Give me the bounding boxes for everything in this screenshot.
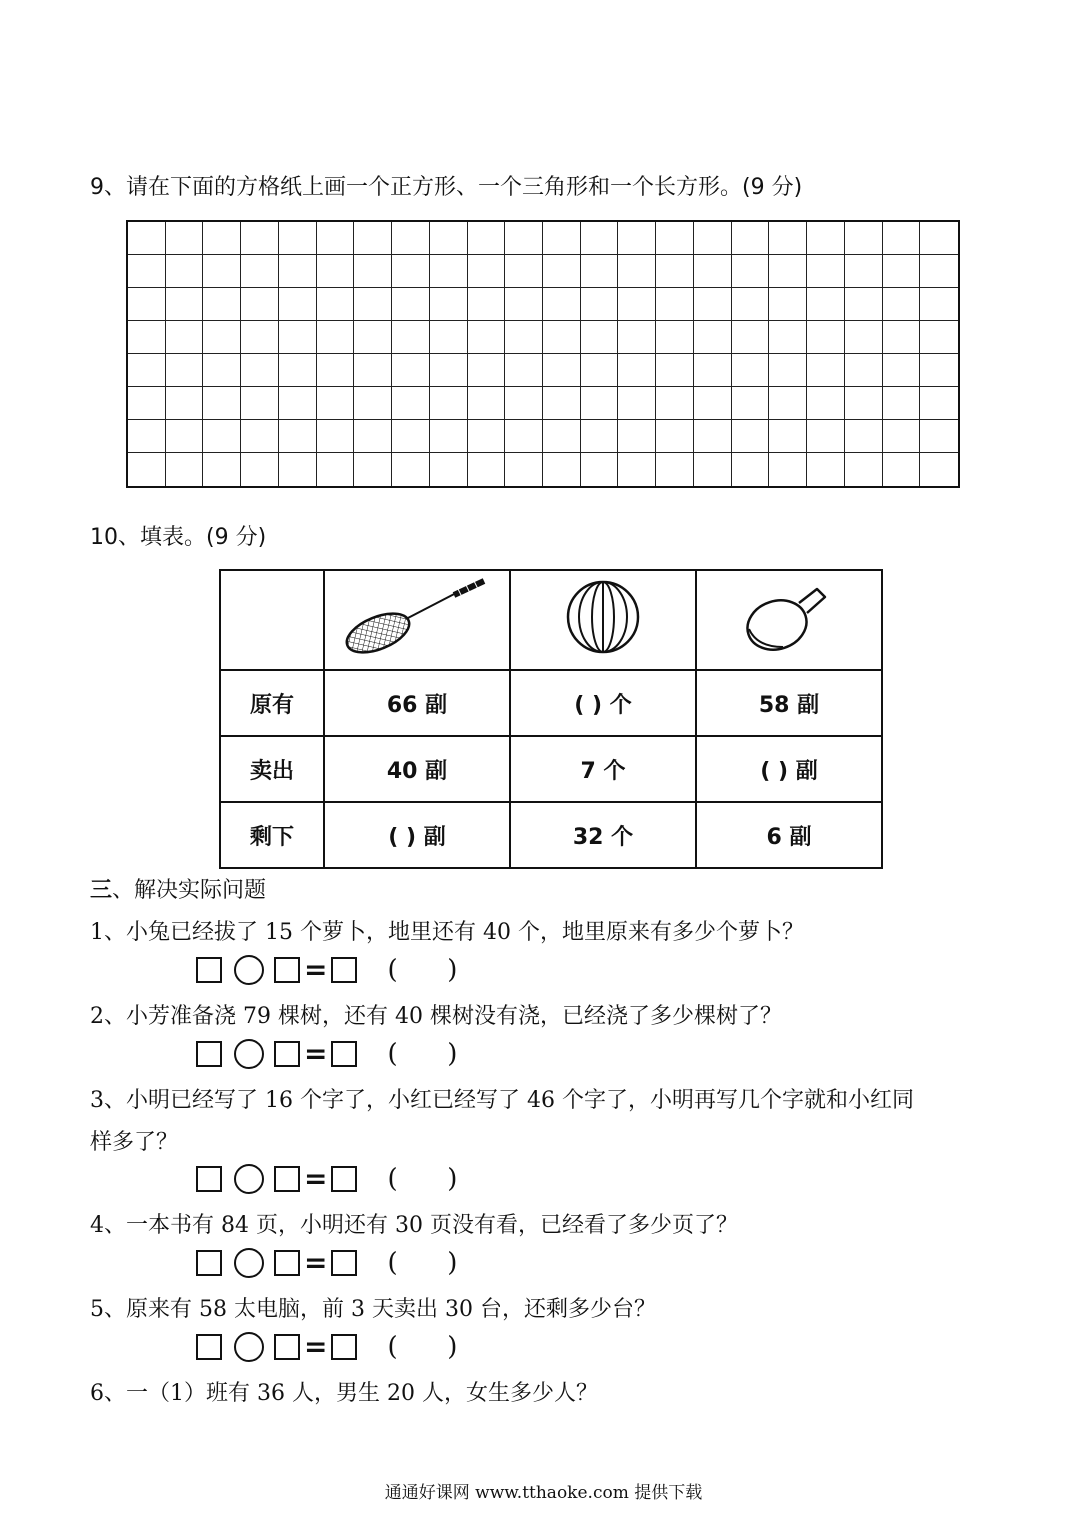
grid-cell[interactable]	[468, 255, 506, 288]
row-label-original: 原有	[220, 670, 324, 736]
grid-cell[interactable]	[166, 321, 204, 354]
ball-icon	[563, 577, 643, 657]
unit-blank[interactable]: ( )	[387, 1039, 458, 1069]
grid-cell[interactable]	[468, 222, 506, 255]
cell-remaining-paddle: 6 副	[696, 802, 882, 868]
grid-cell[interactable]	[128, 255, 166, 288]
grid-cell[interactable]	[279, 420, 317, 453]
grid-cell[interactable]	[656, 255, 694, 288]
grid-cell[interactable]	[166, 420, 204, 453]
grid-cell[interactable]	[543, 420, 581, 453]
grid-cell[interactable]	[883, 288, 921, 321]
grid-cell[interactable]	[203, 354, 241, 387]
problem-2-equation	[196, 1039, 457, 1069]
grid-cell[interactable]	[279, 387, 317, 420]
equals-sign: =	[304, 1162, 328, 1195]
grid-cell[interactable]	[430, 288, 468, 321]
grid-cell[interactable]	[317, 354, 355, 387]
grid-cell[interactable]	[392, 354, 430, 387]
grid-cell[interactable]	[845, 387, 883, 420]
grid-cell[interactable]	[430, 420, 468, 453]
grid-cell[interactable]	[769, 387, 807, 420]
answer-box[interactable]	[331, 1250, 357, 1276]
answer-box[interactable]	[196, 1334, 222, 1360]
cell-sold-ball: 7 个	[510, 736, 696, 802]
grid-cell[interactable]	[694, 354, 732, 387]
cell-remaining-ball: 32 个	[510, 802, 696, 868]
grid-cell[interactable]	[920, 321, 958, 354]
grid-cell[interactable]	[166, 387, 204, 420]
grid-cell[interactable]	[807, 222, 845, 255]
grid-cell[interactable]	[128, 453, 166, 486]
grid-cell[interactable]	[618, 420, 656, 453]
grid-cell[interactable]	[354, 387, 392, 420]
grid-cell[interactable]	[883, 222, 921, 255]
answer-box[interactable]	[331, 957, 357, 983]
answer-box[interactable]	[196, 1250, 222, 1276]
grid-cell[interactable]	[618, 321, 656, 354]
grid-cell[interactable]	[845, 420, 883, 453]
problem-5-text: 5、原来有 58 太电脑，前 3 天卖出 30 台，还剩多少台？	[90, 1297, 656, 1322]
answer-box[interactable]	[331, 1166, 357, 1192]
grid-cell[interactable]	[430, 453, 468, 486]
problem-3-text-line2: 样多了？	[90, 1130, 179, 1155]
grid-cell[interactable]	[581, 387, 619, 420]
grid-cell[interactable]	[317, 222, 355, 255]
problem-5-equation	[196, 1332, 457, 1362]
grid-cell[interactable]	[694, 453, 732, 486]
grid-cell[interactable]	[694, 222, 732, 255]
grid-cell[interactable]	[845, 321, 883, 354]
page-footer: 通通好课网 www.tthaoke.com 提供下载	[384, 1483, 703, 1503]
grid-cell[interactable]	[883, 453, 921, 486]
grid-cell[interactable]	[354, 288, 392, 321]
grid-cell[interactable]	[505, 354, 543, 387]
grid-cell[interactable]	[845, 222, 883, 255]
grid-cell[interactable]	[543, 255, 581, 288]
badminton-racket-icon	[342, 577, 492, 657]
grid-cell[interactable]	[354, 255, 392, 288]
grid-cell[interactable]	[807, 453, 845, 486]
grid-cell[interactable]	[732, 420, 770, 453]
grid-cell[interactable]	[241, 387, 279, 420]
fill-in-table	[219, 569, 883, 869]
grid-cell[interactable]	[845, 453, 883, 486]
problem-1-text: 1、小兔已经拔了 15 个萝卜，地里还有 40 个，地里原来有多少个萝卜？	[90, 920, 804, 945]
grid-cell[interactable]	[883, 420, 921, 453]
grid-cell[interactable]	[920, 354, 958, 387]
answer-box[interactable]	[274, 1166, 300, 1192]
grid-cell[interactable]	[543, 387, 581, 420]
grid-cell[interactable]	[807, 354, 845, 387]
grid-cell[interactable]	[807, 420, 845, 453]
grid-cell[interactable]	[128, 222, 166, 255]
square-grid-paper[interactable]	[126, 220, 960, 488]
grid-cell[interactable]	[920, 453, 958, 486]
problem-4-text: 4、一本书有 84 页，小明还有 30 页没有看，已经看了多少页了？	[90, 1213, 738, 1238]
grid-cell[interactable]	[279, 354, 317, 387]
grid-cell[interactable]	[732, 255, 770, 288]
grid-cell[interactable]	[694, 288, 732, 321]
answer-box[interactable]	[274, 1250, 300, 1276]
problem-6-text: 6、一（1）班有 36 人，男生 20 人，女生多少人？	[90, 1381, 598, 1406]
grid-cell[interactable]	[203, 420, 241, 453]
grid-cell[interactable]	[543, 453, 581, 486]
question-9-title: 9、请在下面的方格纸上画一个正方形、一个三角形和一个长方形。(9 分)	[90, 175, 803, 200]
grid-cell[interactable]	[317, 321, 355, 354]
grid-cell[interactable]	[732, 387, 770, 420]
grid-cell[interactable]	[430, 354, 468, 387]
grid-cell[interactable]	[505, 255, 543, 288]
grid-cell[interactable]	[241, 354, 279, 387]
cell-original-racket: 66 副	[324, 670, 510, 736]
grid-cell[interactable]	[317, 453, 355, 486]
grid-cell[interactable]	[241, 222, 279, 255]
equals-sign: =	[304, 1246, 328, 1279]
grid-cell[interactable]	[241, 420, 279, 453]
grid-cell[interactable]	[581, 354, 619, 387]
answer-box[interactable]	[196, 957, 222, 983]
problem-4-equation	[196, 1248, 457, 1278]
question-10-title: 10、填表。(9 分)	[90, 525, 267, 550]
answer-box[interactable]	[274, 957, 300, 983]
grid-cell[interactable]	[769, 321, 807, 354]
problem-1-equation	[196, 955, 457, 985]
grid-cell[interactable]	[845, 354, 883, 387]
grid-cell[interactable]	[732, 354, 770, 387]
answer-box[interactable]	[274, 1334, 300, 1360]
grid-cell[interactable]	[279, 222, 317, 255]
grid-cell[interactable]	[128, 420, 166, 453]
section-3-heading: 、解决实际问题	[112, 878, 267, 903]
grid-cell[interactable]	[883, 255, 921, 288]
grid-cell[interactable]	[468, 453, 506, 486]
grid-cell[interactable]	[732, 321, 770, 354]
grid-cell[interactable]	[920, 255, 958, 288]
grid-cell[interactable]	[354, 453, 392, 486]
operator-circle[interactable]	[234, 955, 264, 985]
grid-cell[interactable]	[505, 321, 543, 354]
grid-cell[interactable]	[656, 321, 694, 354]
grid-cell[interactable]	[505, 387, 543, 420]
grid-cell[interactable]	[581, 420, 619, 453]
grid-cell[interactable]	[203, 288, 241, 321]
cell-sold-racket: 40 副	[324, 736, 510, 802]
grid-cell[interactable]	[920, 420, 958, 453]
grid-cell[interactable]	[392, 387, 430, 420]
unit-blank[interactable]: ( )	[387, 1164, 458, 1194]
grid-cell[interactable]	[618, 354, 656, 387]
grid-cell[interactable]	[279, 255, 317, 288]
grid-cell[interactable]	[694, 420, 732, 453]
grid-cell[interactable]	[618, 387, 656, 420]
grid-cell[interactable]	[581, 255, 619, 288]
answer-box[interactable]	[331, 1041, 357, 1067]
equals-sign: =	[304, 1037, 328, 1070]
operator-circle[interactable]	[234, 1164, 264, 1194]
grid-cell[interactable]	[920, 387, 958, 420]
grid-cell[interactable]	[203, 387, 241, 420]
grid-cell[interactable]	[317, 255, 355, 288]
cell-remaining-racket[interactable]: ( ) 副	[324, 802, 510, 868]
problem-3-equation	[196, 1164, 457, 1194]
grid-cell[interactable]	[468, 387, 506, 420]
grid-cell[interactable]	[543, 354, 581, 387]
grid-cell[interactable]	[354, 222, 392, 255]
grid-cell[interactable]	[166, 222, 204, 255]
grid-cell[interactable]	[543, 288, 581, 321]
section-3-number: 三	[90, 878, 113, 903]
operator-circle[interactable]	[234, 1039, 264, 1069]
grid-cell[interactable]	[543, 222, 581, 255]
grid-cell[interactable]	[920, 222, 958, 255]
grid-cell[interactable]	[581, 321, 619, 354]
grid-cell[interactable]	[543, 321, 581, 354]
grid-cell[interactable]	[656, 222, 694, 255]
table-header-empty-cell	[220, 570, 324, 670]
grid-cell[interactable]	[920, 288, 958, 321]
grid-cell[interactable]	[203, 222, 241, 255]
section-3-title	[90, 876, 266, 906]
unit-blank[interactable]: ( )	[387, 955, 458, 985]
grid-cell[interactable]	[656, 288, 694, 321]
operator-circle[interactable]	[234, 1248, 264, 1278]
grid-cell[interactable]	[505, 222, 543, 255]
answer-box[interactable]	[196, 1166, 222, 1192]
cell-sold-paddle[interactable]: ( ) 副	[696, 736, 882, 802]
cell-original-ball[interactable]: ( ) 个	[510, 670, 696, 736]
grid-cell[interactable]	[392, 420, 430, 453]
grid-cell[interactable]	[618, 255, 656, 288]
grid-cell[interactable]	[769, 222, 807, 255]
grid-cell[interactable]	[883, 321, 921, 354]
unit-blank[interactable]: ( )	[387, 1332, 458, 1362]
grid-cell[interactable]	[883, 354, 921, 387]
answer-box[interactable]	[196, 1041, 222, 1067]
grid-cell[interactable]	[430, 387, 468, 420]
grid-cell[interactable]	[241, 255, 279, 288]
unit-blank[interactable]: ( )	[387, 1248, 458, 1278]
grid-cell[interactable]	[468, 354, 506, 387]
grid-cell[interactable]	[505, 288, 543, 321]
grid-cell[interactable]	[505, 453, 543, 486]
equals-sign: =	[304, 953, 328, 986]
grid-cell[interactable]	[732, 288, 770, 321]
grid-cell[interactable]	[241, 321, 279, 354]
grid-cell[interactable]	[732, 453, 770, 486]
grid-cell[interactable]	[203, 321, 241, 354]
grid-cell[interactable]	[430, 222, 468, 255]
grid-cell[interactable]	[128, 354, 166, 387]
grid-cell[interactable]	[317, 420, 355, 453]
grid-cell[interactable]	[769, 453, 807, 486]
grid-cell[interactable]	[354, 354, 392, 387]
grid-cell[interactable]	[166, 255, 204, 288]
grid-cell[interactable]	[769, 288, 807, 321]
grid-cell[interactable]	[468, 420, 506, 453]
grid-cell[interactable]	[128, 387, 166, 420]
equals-sign: =	[304, 1330, 328, 1363]
grid-cell[interactable]	[279, 288, 317, 321]
grid-cell[interactable]	[505, 420, 543, 453]
grid-cell[interactable]	[807, 288, 845, 321]
grid-cell[interactable]	[317, 288, 355, 321]
grid-cell[interactable]	[845, 255, 883, 288]
grid-cell[interactable]	[581, 222, 619, 255]
row-label-remaining: 剩下	[220, 802, 324, 868]
grid-cell[interactable]	[468, 288, 506, 321]
grid-cell[interactable]	[392, 222, 430, 255]
grid-cell[interactable]	[769, 420, 807, 453]
grid-cell[interactable]	[807, 387, 845, 420]
grid-cell[interactable]	[656, 354, 694, 387]
problem-2-text: 2、小芳准备浇 79 棵树，还有 40 棵树没有浇，已经浇了多少棵树了？	[90, 1004, 782, 1029]
grid-cell[interactable]	[430, 255, 468, 288]
grid-cell[interactable]	[279, 321, 317, 354]
grid-cell[interactable]	[128, 321, 166, 354]
grid-cell[interactable]	[392, 321, 430, 354]
grid-cell[interactable]	[656, 420, 694, 453]
answer-box[interactable]	[274, 1041, 300, 1067]
grid-cell[interactable]	[618, 288, 656, 321]
table-header-racket	[324, 570, 510, 670]
grid-cell[interactable]	[241, 453, 279, 486]
grid-cell[interactable]	[128, 288, 166, 321]
grid-cell[interactable]	[732, 222, 770, 255]
problem-3-text: 3、小明已经写了 16 个字了，小红已经写了 46 个字了，小明再写几个字就和小红同	[90, 1088, 914, 1113]
grid-cell[interactable]	[203, 453, 241, 486]
grid-cell[interactable]	[581, 288, 619, 321]
grid-cell[interactable]	[166, 288, 204, 321]
cell-original-paddle: 58 副	[696, 670, 882, 736]
grid-cell[interactable]	[883, 387, 921, 420]
grid-cell[interactable]	[694, 387, 732, 420]
answer-box[interactable]	[331, 1334, 357, 1360]
row-label-sold: 卖出	[220, 736, 324, 802]
grid-cell[interactable]	[354, 321, 392, 354]
ping-pong-paddle-icon	[739, 577, 839, 657]
grid-cell[interactable]	[354, 420, 392, 453]
grid-cell[interactable]	[656, 453, 694, 486]
grid-cell[interactable]	[392, 453, 430, 486]
grid-cell[interactable]	[241, 288, 279, 321]
grid-cell[interactable]	[430, 321, 468, 354]
grid-cell[interactable]	[656, 387, 694, 420]
grid-cell[interactable]	[392, 255, 430, 288]
grid-cell[interactable]	[203, 255, 241, 288]
grid-cell[interactable]	[166, 354, 204, 387]
grid-cell[interactable]	[845, 288, 883, 321]
grid-cell[interactable]	[807, 321, 845, 354]
grid-cell[interactable]	[392, 288, 430, 321]
grid-cell[interactable]	[279, 453, 317, 486]
table-header-ball	[510, 570, 696, 670]
table-header-paddle	[696, 570, 882, 670]
grid-cell[interactable]	[769, 255, 807, 288]
grid-cell[interactable]	[694, 321, 732, 354]
grid-cell[interactable]	[581, 453, 619, 486]
grid-cell[interactable]	[618, 222, 656, 255]
grid-cell[interactable]	[166, 453, 204, 486]
grid-cell[interactable]	[468, 321, 506, 354]
grid-cell[interactable]	[694, 255, 732, 288]
operator-circle[interactable]	[234, 1332, 264, 1362]
grid-cell[interactable]	[618, 453, 656, 486]
grid-cell[interactable]	[317, 387, 355, 420]
grid-cell[interactable]	[807, 255, 845, 288]
grid-cell[interactable]	[769, 354, 807, 387]
